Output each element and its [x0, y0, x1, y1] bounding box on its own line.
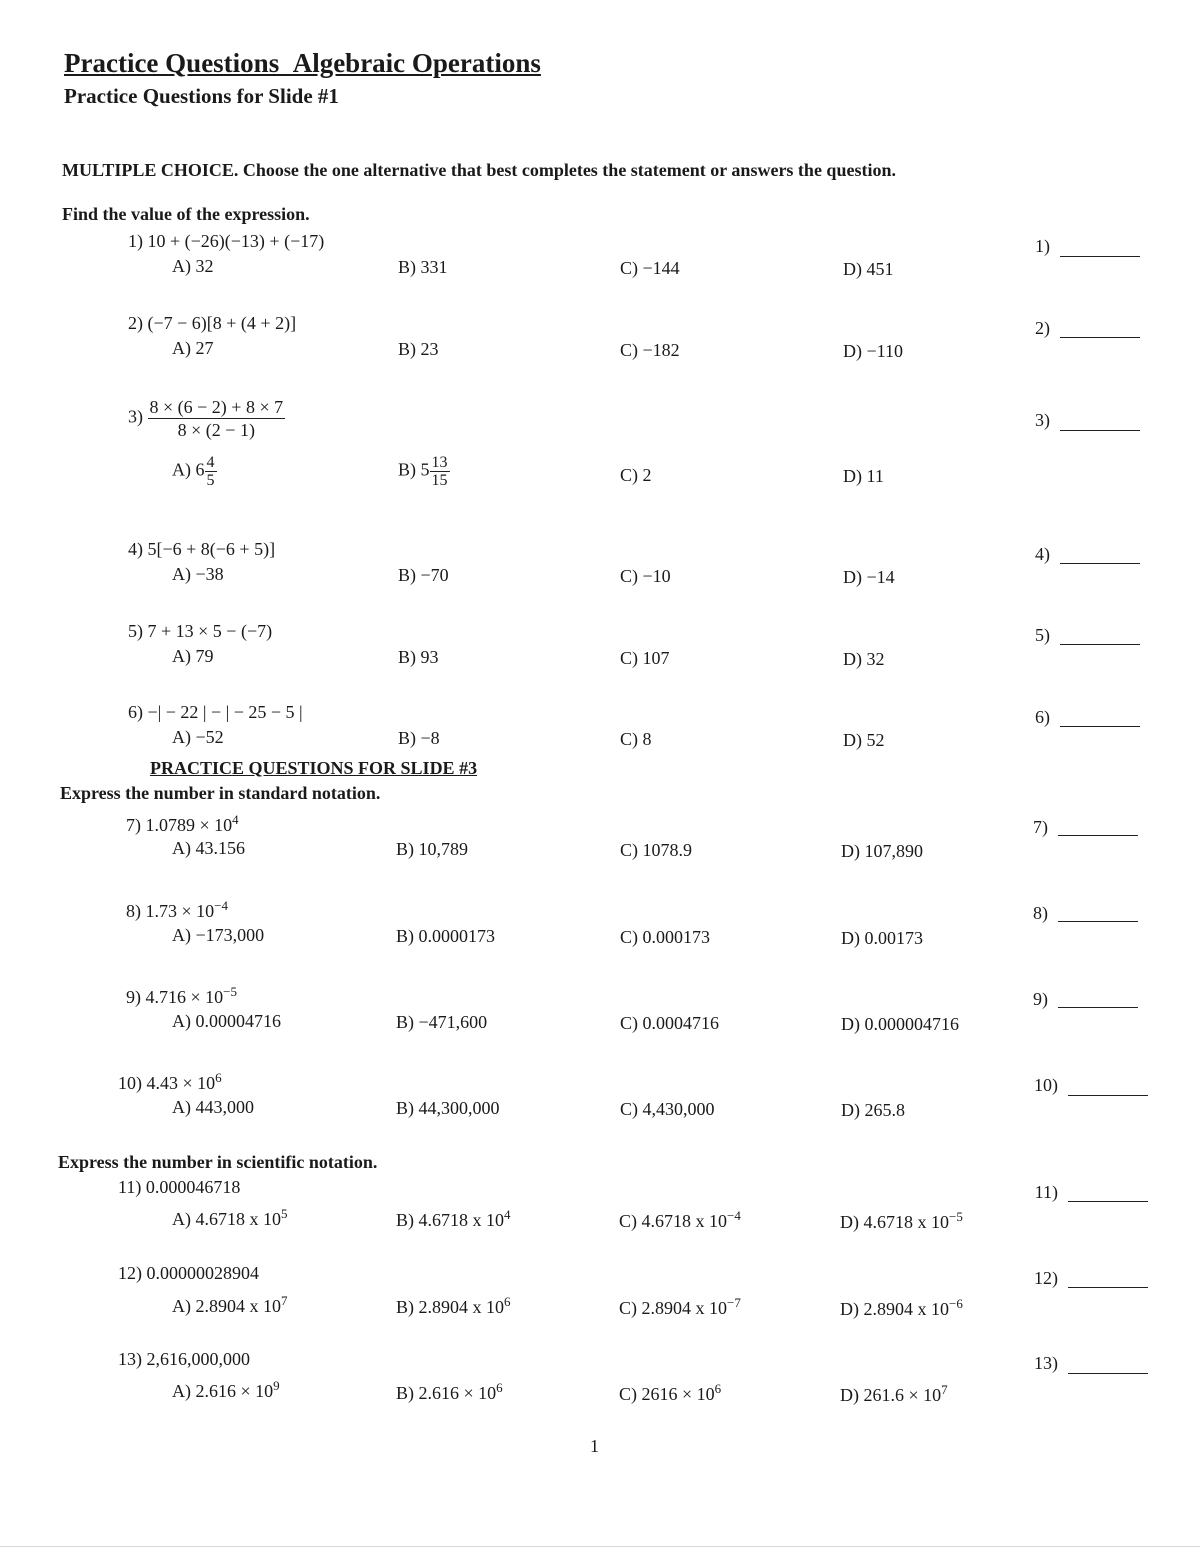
q2-choice-a: A) 27 — [172, 338, 214, 358]
question-9 — [126, 984, 237, 1008]
q12-choice-b — [396, 1294, 511, 1318]
q13-c-base: C) 2616 × 10 — [619, 1384, 715, 1404]
q11-d-base: D) 4.6718 x 10 — [840, 1212, 949, 1232]
question-4: 4) 5[−6 + 8(−6 + 5)] — [128, 539, 276, 559]
q6-choice-c: C) 8 — [620, 729, 652, 749]
q3-answer-number: 3) — [1035, 410, 1050, 430]
q13-d-base: D) 261.6 × 10 — [840, 1385, 942, 1405]
q12-b-exp: 6 — [504, 1294, 511, 1309]
q13-a-base: A) 2.616 × 10 — [172, 1381, 274, 1401]
q1-choice-a: A) 32 — [172, 256, 214, 276]
q10-choice-a: A) 443,000 — [172, 1097, 254, 1117]
q3-a-num: 4 — [206, 454, 215, 471]
question-8 — [126, 898, 228, 922]
q3-choice-c: C) 2 — [620, 465, 652, 485]
q12-c-base: C) 2.8904 x 10 — [619, 1298, 727, 1318]
question-2: 2) (−7 − 6)[8 + (4 + 2)] — [128, 313, 297, 333]
question-10 — [118, 1070, 222, 1094]
q11-c-exp: −4 — [727, 1208, 741, 1223]
q9-answer-number: 9) — [1033, 989, 1048, 1009]
page-number: 1 — [590, 1436, 599, 1456]
instructions: MULTIPLE CHOICE. Choose the one alternative that best completes the statement or answers the question. — [62, 160, 896, 180]
q3-choice-b-whole: B) 5 — [398, 459, 430, 480]
q13-b-exp: 6 — [496, 1380, 503, 1395]
q1-answer-number: 1) — [1035, 236, 1050, 256]
q12-d-exp: −6 — [949, 1296, 963, 1311]
q12-c-exp: −7 — [727, 1295, 741, 1310]
section-heading-scientific-notation: Express the number in scientific notation. — [58, 1152, 378, 1172]
q9-exponent: −5 — [223, 984, 237, 999]
q9-choice-b: B) −471,600 — [396, 1012, 488, 1032]
q8-exponent: −4 — [214, 898, 228, 913]
q11-d-exp: −5 — [949, 1209, 963, 1224]
q10-choice-c: C) 4,430,000 — [620, 1099, 715, 1119]
page-subtitle: Practice Questions for Slide #1 — [64, 84, 339, 108]
q3-choice-b-fraction — [430, 454, 450, 489]
q7-choice-b: B) 10,789 — [396, 839, 468, 859]
q13-c-exp: 6 — [714, 1381, 722, 1396]
q4-choice-d: D) −14 — [843, 567, 895, 587]
q5-choice-b: B) 93 — [398, 647, 439, 667]
q7-choice-a: A) 43.156 — [172, 838, 245, 858]
q3-choice-a-whole: A) 6 — [172, 459, 205, 480]
q2-choice-d: D) −110 — [843, 341, 903, 361]
q11-b-exp: 4 — [504, 1207, 511, 1222]
q3-denominator: 8 × (2 − 1) — [177, 420, 255, 440]
q6-choice-d: D) 52 — [843, 730, 885, 750]
q10-choice-d: D) 265.8 — [841, 1100, 905, 1120]
question-11: 11) 0.000046718 — [118, 1177, 241, 1197]
q11-answer-blank[interactable] — [1068, 1201, 1148, 1202]
q7-choice-d: D) 107,890 — [841, 841, 923, 861]
question-7 — [126, 812, 239, 836]
q3-b-den: 15 — [431, 472, 448, 489]
q4-choice-b: B) −70 — [398, 565, 449, 585]
q5-answer-blank[interactable] — [1060, 644, 1140, 645]
page-title: Practice Questions_Algebraic Operations — [64, 48, 541, 78]
q8-base: 8) 1.73 × 10 — [126, 901, 215, 921]
q5-answer-number: 5) — [1035, 625, 1050, 645]
q7-base: 7) 1.0789 × 10 — [126, 815, 233, 835]
question-12: 12) 0.00000028904 — [118, 1263, 259, 1283]
q9-choice-a: A) 0.00004716 — [172, 1011, 281, 1031]
q6-answer-number: 6) — [1035, 707, 1050, 727]
q3-choice-a — [172, 454, 217, 489]
q13-choice-b — [396, 1380, 503, 1404]
q10-exponent: 6 — [215, 1070, 222, 1085]
q3-prefix: 3) — [128, 406, 143, 427]
q13-answer-blank[interactable] — [1068, 1373, 1148, 1374]
section-title-slide-3: PRACTICE QUESTIONS FOR SLIDE #3 — [150, 758, 478, 778]
q3-a-den: 5 — [206, 472, 215, 489]
q7-choice-c: C) 1078.9 — [620, 840, 692, 860]
q3-choice-b — [398, 454, 450, 489]
q4-choice-a: A) −38 — [172, 564, 224, 584]
q13-choice-a — [172, 1378, 280, 1402]
q12-answer-blank[interactable] — [1068, 1287, 1148, 1288]
q2-answer-number: 2) — [1035, 318, 1050, 338]
q5-choice-c: C) 107 — [620, 648, 670, 668]
q8-answer-number: 8) — [1033, 903, 1048, 923]
q12-d-base: D) 2.8904 x 10 — [840, 1299, 949, 1319]
q12-answer-number: 12) — [1034, 1268, 1058, 1288]
q10-choice-b: B) 44,300,000 — [396, 1098, 500, 1118]
q8-choice-a: A) −173,000 — [172, 925, 265, 945]
q2-choice-c: C) −182 — [620, 340, 680, 360]
q8-choice-c: C) 0.000173 — [620, 927, 710, 947]
q11-a-exp: 5 — [281, 1206, 288, 1221]
q13-d-exp: 7 — [941, 1382, 948, 1397]
q13-choice-c — [619, 1381, 721, 1405]
q1-answer-blank[interactable] — [1060, 256, 1140, 257]
question-1: 1) 10 + (−26)(−13) + (−17) — [128, 231, 325, 251]
q9-choice-d: D) 0.000004716 — [841, 1014, 959, 1034]
q13-a-exp: 9 — [273, 1378, 280, 1393]
q13-choice-d — [840, 1382, 948, 1406]
q3-answer-blank[interactable] — [1060, 430, 1140, 431]
q12-b-base: B) 2.8904 x 10 — [396, 1297, 504, 1317]
section-heading-evaluate: Find the value of the expression. — [62, 204, 310, 224]
q11-answer-number: 11) — [1034, 1182, 1058, 1202]
q11-a-base: A) 4.6718 x 10 — [172, 1209, 281, 1229]
scan-edge-line — [0, 1546, 1200, 1547]
q3-choice-d: D) 11 — [843, 466, 884, 486]
q3-b-num: 13 — [431, 454, 448, 471]
q6-answer-blank[interactable] — [1060, 726, 1140, 727]
q13-b-base: B) 2.616 × 10 — [396, 1383, 497, 1403]
q4-answer-blank[interactable] — [1060, 563, 1140, 564]
q11-b-base: B) 4.6718 x 10 — [396, 1210, 504, 1230]
q13-answer-number: 13) — [1034, 1353, 1058, 1373]
question-5: 5) 7 + 13 × 5 − (−7) — [128, 621, 273, 641]
q9-answer-blank[interactable] — [1058, 1007, 1138, 1008]
q8-choice-b: B) 0.0000173 — [396, 926, 495, 946]
q10-answer-number: 10) — [1034, 1075, 1058, 1095]
question-13: 13) 2,616,000,000 — [118, 1349, 250, 1369]
q12-choice-d — [840, 1296, 963, 1320]
q4-choice-c: C) −10 — [620, 566, 671, 586]
q6-choice-b: B) −8 — [398, 728, 440, 748]
q3-numerator: 8 × (6 − 2) + 8 × 7 — [149, 397, 284, 417]
q12-a-base: A) 2.8904 x 10 — [172, 1296, 281, 1316]
q2-choice-b: B) 23 — [398, 339, 439, 359]
q11-choice-b — [396, 1207, 511, 1231]
q7-exponent: 4 — [232, 812, 239, 827]
q12-a-exp: 7 — [281, 1293, 288, 1308]
q11-c-base: C) 4.6718 x 10 — [619, 1211, 727, 1231]
q11-choice-a — [172, 1206, 288, 1230]
q5-choice-d: D) 32 — [843, 649, 885, 669]
q1-choice-c: C) −144 — [620, 258, 680, 278]
q5-choice-a: A) 79 — [172, 646, 214, 666]
q1-choice-d: D) 451 — [843, 259, 894, 279]
q10-base: 10) 4.43 × 10 — [118, 1073, 216, 1093]
q3-fraction — [148, 396, 286, 441]
q8-choice-d: D) 0.00173 — [841, 928, 923, 948]
q11-choice-d — [840, 1209, 963, 1233]
q9-base: 9) 4.716 × 10 — [126, 987, 224, 1007]
q7-answer-blank[interactable] — [1058, 835, 1138, 836]
q7-answer-number: 7) — [1033, 817, 1048, 837]
section-heading-standard-notation: Express the number in standard notation. — [60, 783, 381, 803]
q11-choice-c — [619, 1208, 741, 1232]
q1-choice-b: B) 331 — [398, 257, 448, 277]
q12-choice-c — [619, 1295, 741, 1319]
q8-answer-blank[interactable] — [1058, 921, 1138, 922]
q9-choice-c: C) 0.0004716 — [620, 1013, 719, 1033]
q12-choice-a — [172, 1293, 288, 1317]
question-6: 6) −| − 22 | − | − 25 − 5 | — [128, 702, 303, 722]
question-3 — [128, 396, 285, 441]
q4-answer-number: 4) — [1035, 544, 1050, 564]
q2-answer-blank[interactable] — [1060, 337, 1140, 338]
q10-answer-blank[interactable] — [1068, 1095, 1148, 1096]
q6-choice-a: A) −52 — [172, 727, 224, 747]
q3-choice-a-fraction — [205, 454, 217, 489]
